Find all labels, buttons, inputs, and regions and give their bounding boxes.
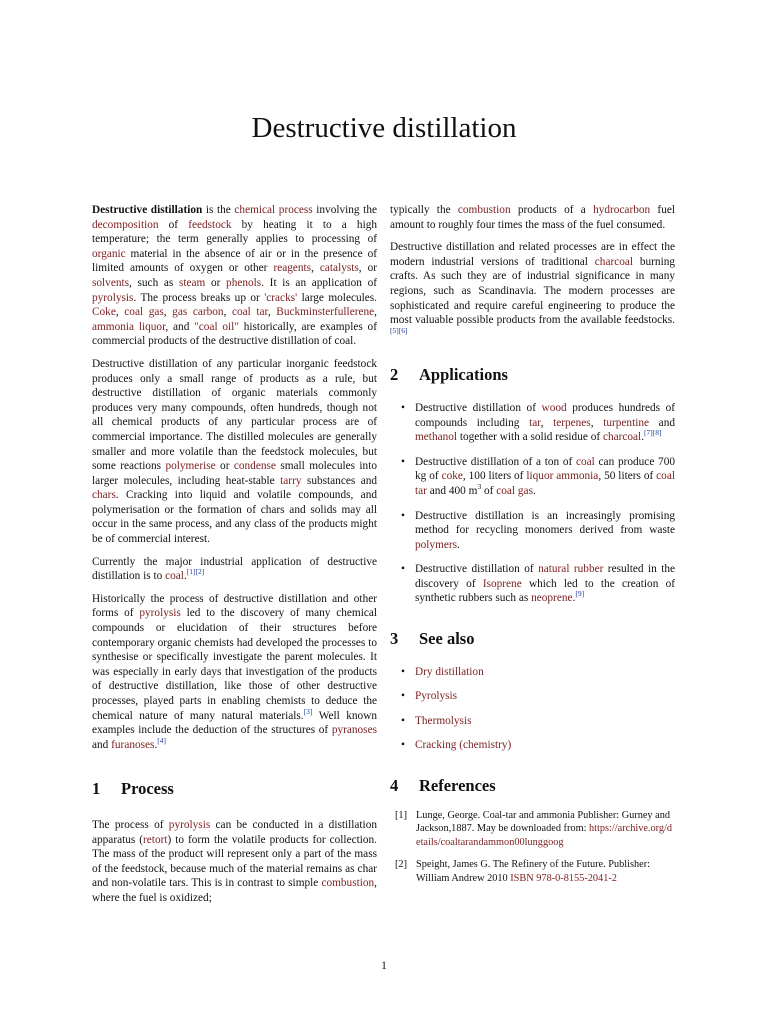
link-coke[interactable]: coke [441, 470, 463, 483]
text: products of a [510, 204, 594, 216]
text: is the [202, 204, 235, 216]
link-wood[interactable]: wood [541, 401, 567, 414]
text: , 100 liters of [462, 470, 527, 483]
text: of [158, 218, 189, 231]
text: or [215, 460, 234, 473]
link-neoprene[interactable]: neoprene [531, 592, 573, 605]
list-item [390, 455, 675, 499]
link-solvents[interactable]: solvents [92, 276, 130, 289]
section-number: 3 [390, 629, 399, 649]
text: , [311, 262, 320, 275]
intro-bold-term: Destructive distillation [92, 204, 203, 216]
link-coke[interactable]: Coke [92, 306, 116, 319]
text: , [540, 416, 554, 429]
text: Currently the major industrial application of destructive distillation is to [92, 555, 377, 583]
link-phenols[interactable]: phenols [226, 276, 262, 289]
intro-paragraph [92, 203, 377, 349]
link-organic[interactable]: organic [92, 247, 126, 260]
text: , and [165, 320, 195, 333]
link-buckminsterfullerene[interactable]: Buckminsterfullerene [276, 306, 375, 319]
link-terpenes[interactable]: terpenes [553, 416, 591, 429]
text: . [572, 592, 576, 605]
text: . [183, 570, 187, 583]
citation[interactable]: [3] [303, 706, 313, 716]
reference-item [390, 809, 675, 850]
section-title: Process [121, 779, 174, 799]
see-also-list [390, 665, 675, 753]
body-paragraph [92, 818, 377, 906]
section-heading-process [92, 779, 377, 799]
section-number: 2 [390, 365, 399, 385]
text: involving the [312, 204, 377, 216]
link-decomposition[interactable]: decomposition [92, 218, 159, 231]
link-natural-rubber[interactable]: natural rubber [538, 563, 604, 576]
text: . [641, 431, 645, 444]
text: of [481, 484, 497, 497]
page-number: 1 [381, 960, 387, 972]
text: resulted in the discovery of [415, 563, 676, 590]
link-catalysts[interactable]: catalysts [319, 262, 359, 275]
list-item [390, 689, 675, 704]
text: , 50 liters of [598, 470, 657, 483]
link-hydrocarbon[interactable]: hydrocarbon [593, 204, 651, 216]
text: typically the [390, 204, 458, 216]
link-reagents[interactable]: reagents [273, 262, 312, 275]
text: material in the absence of air or in the presence of limited amounts of oxygen or other [92, 247, 377, 275]
link-steam[interactable]: steam [178, 276, 206, 289]
list-item [390, 401, 675, 445]
text: large molecules. [297, 291, 377, 304]
list-item [390, 738, 675, 753]
link-coal-gas[interactable]: coal gas [124, 306, 164, 319]
link-furanoses[interactable]: furanoses [111, 738, 155, 751]
section-title: See also [419, 629, 475, 649]
applications-list [390, 401, 675, 606]
text: fuel amount to roughly four times the mass of the fuel consumed. [390, 204, 675, 231]
text: , [374, 306, 377, 319]
link-condense[interactable]: condense [233, 460, 276, 473]
text: Destructive distillation of [415, 563, 539, 576]
citation[interactable]: [5][6] [390, 325, 408, 335]
text: , such as [129, 276, 179, 289]
reference-text: Lunge, George. Coal-tar and ammonia Publisher: Gurney and Jackson,1887. May be downloaded from: [416, 809, 671, 835]
see-also-link[interactable]: Pyrolysis [415, 690, 458, 703]
section-number: 1 [92, 779, 101, 799]
text: historically, are examples of commercial products of the destructive distillation of coal. [92, 320, 377, 348]
link-coal[interactable]: coal [576, 455, 595, 468]
section-title: References [419, 776, 496, 796]
body-paragraph [390, 203, 675, 232]
link-coal-gas[interactable]: coal gas [496, 484, 533, 497]
text: Destructive distillation of a ton of [415, 455, 576, 468]
body-paragraph [390, 240, 675, 342]
link-liquor-ammonia[interactable]: liquor ammonia [526, 470, 599, 483]
text: can produce 700 kg of [415, 455, 675, 483]
link-tarry[interactable]: tarry [280, 474, 302, 487]
link-combustion[interactable]: combustion [457, 204, 511, 216]
text: . [457, 538, 460, 551]
link-turpentine[interactable]: turpentine [603, 416, 650, 429]
text: , [223, 306, 232, 319]
section-heading-applications [390, 365, 675, 385]
body-paragraph [92, 592, 377, 753]
text: Destructive distillation of [415, 401, 542, 414]
link-pyrolysis[interactable]: pyrolysis [168, 818, 211, 831]
link-methanol[interactable]: methanol [415, 431, 458, 444]
right-column [390, 203, 675, 895]
link-polymers[interactable]: polymers [415, 538, 458, 551]
text: . It is an application of [261, 276, 378, 289]
see-also-link[interactable]: Dry distillation [415, 665, 484, 678]
text: substances and [301, 474, 378, 487]
references-list [390, 809, 675, 886]
text: The process of [92, 818, 169, 831]
link-coal-oil[interactable]: "coal oil" [194, 320, 239, 333]
text: . [532, 484, 536, 497]
link-gas-carbon[interactable]: gas carbon [172, 306, 224, 319]
citation[interactable]: [9] [575, 589, 585, 599]
text: , [267, 306, 277, 319]
link-feedstock[interactable]: feedstock [188, 218, 232, 231]
reference-link[interactable]: https://archive.org/details/coaltarandammon00lunggoog [416, 823, 673, 848]
see-also-link[interactable]: Thermolysis [415, 714, 472, 727]
link-charcoal[interactable]: charcoal [594, 255, 634, 268]
text: by heating it to a high temperature; the term generally applies to processing of [92, 218, 378, 246]
link-coal-tar[interactable]: coal tar [231, 306, 268, 319]
body-paragraph [92, 357, 377, 547]
link-cracks[interactable]: 'cracks' [264, 291, 298, 304]
text: . Cracking into liquid and volatile compounds, and polymerisation or the formation of chars and solids may all occur in the same process, and any class of the products might be of commercial interest. [92, 489, 377, 546]
text: produces hundreds of compounds including [415, 401, 675, 429]
text: ) to form the volatile products for collection. The mass of the product will represent only a part of the mass of the feedstock, because much of the material remains as char and non-volatile tars. This is in contrast to simple [92, 833, 377, 890]
link-polymerise[interactable]: polymerise [165, 460, 216, 473]
text: Destructive distillation of any particular inorganic feedstock produces only a small range of products as a rule, but destructive distillation of organic materials commonly produces very many compounds, often hundreds, though not all chemical products of any particular process are of commercial importance. The distilled molecules are generally smaller and more volatile than the feedstock molecules, but some reactions [92, 357, 377, 473]
text: , [163, 306, 173, 319]
see-also-link[interactable]: Cracking (chemistry) [415, 739, 512, 752]
text: and 400 m [426, 484, 478, 497]
text: Destructive distillation and related processes are in effect the modern industrial versions of traditional [390, 241, 675, 268]
text: , where the fuel is oxidized; [92, 877, 377, 904]
superscript-cubed: 3 [477, 482, 482, 492]
list-item [390, 714, 675, 729]
section-heading-references [390, 776, 675, 796]
link-tar[interactable]: tar [529, 416, 541, 429]
list-item [390, 562, 675, 606]
text: or [205, 276, 227, 289]
text: can be conducted in a distillation apparatus ( [92, 818, 377, 846]
reference-number: [2] [395, 859, 408, 871]
link-pyranoses[interactable]: pyranoses [331, 724, 377, 737]
link-coal[interactable]: coal [165, 570, 184, 583]
link-isoprene[interactable]: Isoprene [482, 577, 522, 590]
reference-number: [1] [395, 809, 408, 821]
text: . [154, 738, 158, 751]
text: Historically the process of destructive distillation and other forms of [92, 592, 377, 620]
text: and [649, 416, 675, 429]
citation[interactable]: [1][2] [186, 567, 205, 577]
text: small molecules into larger molecules, including heat-stable [92, 460, 377, 487]
text: , [115, 306, 125, 319]
text: , or [358, 262, 378, 275]
reference-text: Speight, James G. The Refinery of the Future. Publisher: William Andrew 2010 [416, 859, 651, 884]
link-retort[interactable]: retort [143, 833, 168, 846]
link-pyrolysis[interactable]: pyrolysis [139, 607, 181, 620]
list-item [390, 665, 675, 680]
link-chars[interactable]: chars [92, 489, 116, 502]
citation[interactable]: [7][8] [644, 428, 662, 438]
list-item [390, 509, 675, 553]
left-column [92, 203, 377, 914]
link-combustion[interactable]: combustion [321, 877, 375, 890]
link-charcoal[interactable]: charcoal [602, 431, 642, 444]
text: which led to the creation of synthetic rubbers such as [415, 577, 675, 605]
page-title: Destructive distillation [251, 112, 517, 144]
text: , [590, 416, 604, 429]
text: together with a solid residue of [457, 431, 603, 444]
link-chemical-process[interactable]: chemical process [234, 204, 313, 216]
text: burning crafts. As such they are of industrial significance in many regions, such as Scandinavia. The modern processes are sophisticated and require careful engineering to produce the most valuable possible products from the available feedstocks. [390, 255, 676, 327]
reference-isbn-link[interactable]: ISBN 978-0-8155-2041-2 [510, 873, 617, 884]
link-coal-tar[interactable]: coal tar [415, 470, 675, 497]
text: led to the discovery of many chemical compounds or elucidation of their structures before contemporary organic chemists had developed the processes to synthesise or specifically investigate the parent molecules. It was especially in early days that investigation of the products of destructive distillation, like those of other destructive processes, played parts in enabling chemists to deduce the chemical nature of many natural materials. [92, 607, 377, 722]
section-title: Applications [419, 365, 508, 385]
section-heading-see-also [390, 629, 675, 649]
body-paragraph [92, 555, 377, 584]
reference-item [390, 858, 675, 885]
text: Well known examples include the deduction of the structures of [92, 709, 378, 737]
text: . The process breaks up or [133, 291, 265, 304]
link-pyrolysis[interactable]: pyrolysis [92, 291, 134, 304]
citation[interactable]: [4] [157, 736, 167, 746]
text: Destructive distillation is an increasingly promising method for recycling monomers derived from waste [415, 509, 675, 537]
link-ammonia-liquor[interactable]: ammonia liquor [92, 320, 166, 333]
section-number: 4 [390, 776, 399, 796]
text: and [92, 738, 112, 751]
